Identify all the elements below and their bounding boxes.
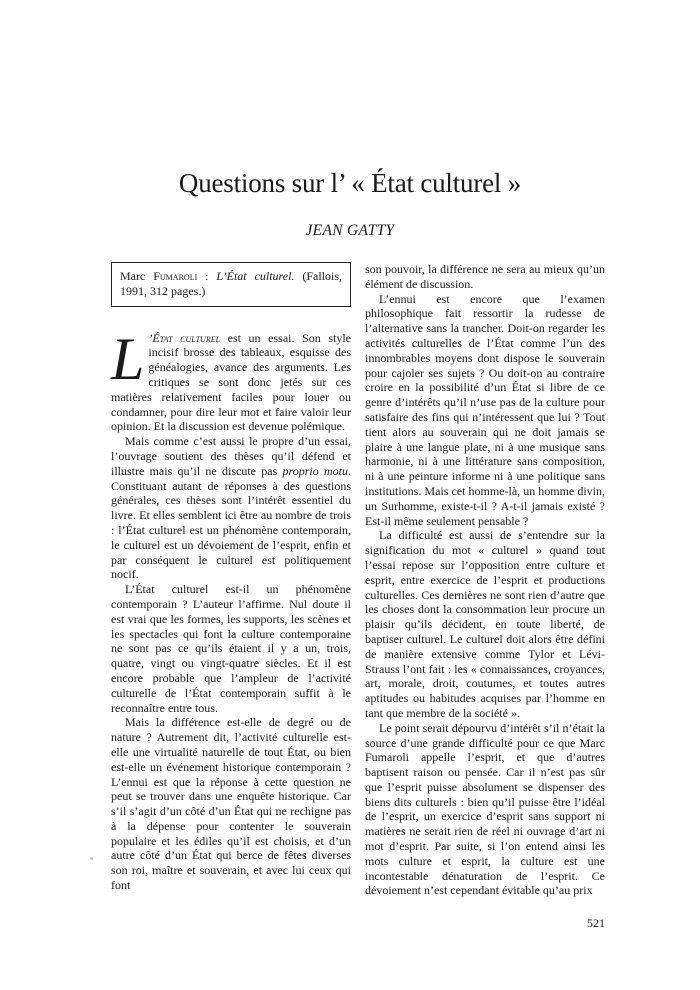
- article-title: Questions sur l’ « État culturel »: [178, 168, 522, 198]
- scan-mark: [90, 857, 93, 860]
- paragraph-6: La difficulté est aussi de s’entendre sur la signification du mot « culturel » quand tout l’essai repose sur l’opposition entre culture et esprit, entre exercice de l’esprit et productions culturelles. Ces dernières ne sont rien d’autre que les choses dont la consommation leur procure un plaisir qu’ils décident, en toute liberté, de baptiser culturel. Le culturel doit alors être défini de manière extensive comme Tylor et Lévi-Strauss l’ont fait : les « connaissances, croyances, art, morale, droit, coutumes, et toutes autres aptitudes ou habitudes acquises par l’homme en tant que membre de la société ».: [365, 528, 605, 720]
- paragraph-4: Mais la différence est-elle de degré ou de nature ? Autrement dit, l’activité culturelle est-elle une virtualité naturelle de tout État, ou bien est-elle un événement historique contemporain ? L’ennui est que la réponse à cette question ne peut se trouver dans une enquête historique. Car s’il s’agit d’un côté d’un État qui ne rechigne pas à la dépense pour contenter le souverain populaire et les édiles qu’il est choisis, et d’un autre côté d’un État qui berce de fêtes diverses son roi, maître et souverain, et avec lui ceux qui font: [111, 715, 351, 893]
- reference-separator: :: [197, 269, 217, 283]
- paragraph-7: Le point serait dépourvu d’intérêt s’il n’était la source d’une grande difficulté pour ce que Marc Fumaroli appelle l’esprit, et que d’autres baptisent raison ou pensée. Car il n’est pas sûr que l’esprit puisse absolument se dispenser des biens dits culturels : bien qu’il puisse être l’idéal de l’esprit, un exercice d’esprit sans support ni matières ne serait rien de réel ni ouvrage d’art ni mot d’esprit. Par suite, si l’on entend ainsi les mots culture et esprit, la culture est une incontestable dénaturation de l’esprit. Ce dévoiement n’est cependant évitable qu’au prix: [365, 720, 605, 898]
- lead-small-caps: ’État culturel: [148, 330, 221, 345]
- reference-details: (Fallois, 1991, 312 pages.): [120, 269, 342, 298]
- reference-author-last: Fumaroli: [153, 269, 198, 283]
- article-author: JEAN GATTY: [305, 222, 395, 239]
- book-reference-box: [111, 262, 351, 307]
- paragraph-3: L’État culturel est-il un phénomène contemporain ? L’auteur l’affirme. Nul doute il est vrai que les formes, les supports, les scènes et les spectacles qui font la culture contemporaine ne sont pas ce qu’ils étaient il y a un, trois, quatre, vingt ou vingt-quatre siècles. Et il est encore probable que l’ampleur de l’activité culturelle de l’État contemporain suffit à le reconnaître entre tous.: [111, 582, 351, 715]
- paragraph-4-continued: son pouvoir, la différence ne sera au mieux qu’un élément de discussion.: [365, 262, 605, 291]
- paragraph-1-text: est un essai. Son style incisif brosse des tableaux, esquisse des généalogies, avance des arguments. Les critiques se sont donc jetés sur ces matières relativement faciles pour louer ou condamner, pour dire leur mot et faire valoir leur opinion. Et la discussion est devenue polémique.: [111, 330, 351, 434]
- paragraph-2-italic: proprio motu: [282, 463, 349, 478]
- left-column: [111, 262, 351, 893]
- reference-book-title: L’État culturel.: [216, 269, 295, 283]
- page-number: 521: [587, 916, 605, 930]
- drop-cap: L: [111, 325, 145, 392]
- paragraph-1: [111, 325, 351, 435]
- paragraph-2-text-a: Mais comme c’est aussi le propre d’un essai, l’ouvrage soutient des thèses qu’il défend et illustre mais qu’il ne discute pas: [111, 434, 351, 478]
- paragraph-2-text-b: . Constituant autant de réponses à des questions générales, ces thèses sont l’intérêt essentiel du livre. Et elles semblent ici être au nombre de trois : l’État culturel est un phénomène contemporain, le culturel est un dévoiement de l’esprit, enfin et par conséquent le culturel est politiquement nocif.: [111, 463, 352, 582]
- paragraph-2: [111, 434, 351, 582]
- paragraph-5: L’ennui est encore que l’examen philosophique fait ressortir la rudesse de l’alternative sans la trancher. Doit-on regarder les activités culturelles de l’État comme l’un des innombrables moyens dont dispose le souverain pour cajoler ses sujets ? Ou doit-on au contraire croire en la possibilité d’un État si libre de ce genre d’intérêts qu’il n’use pas de la culture pour satisfaire des fins qui n’intéressent que lui ? Tout tient alors au souverain qui ne doit jamais se plaire à une langue plate, ni à une musique sans harmonie, ni à une littérature sans composition, ni à une peinture informe ni à une politique sans institutions. Mais cet homme-là, un homme divin, un Surhomme, existe-t-il ? A-t-il jamais existé ? Est-il même seulement pensable ?: [365, 291, 605, 528]
- right-column: [365, 262, 605, 898]
- reference-author-first: Marc: [120, 269, 154, 283]
